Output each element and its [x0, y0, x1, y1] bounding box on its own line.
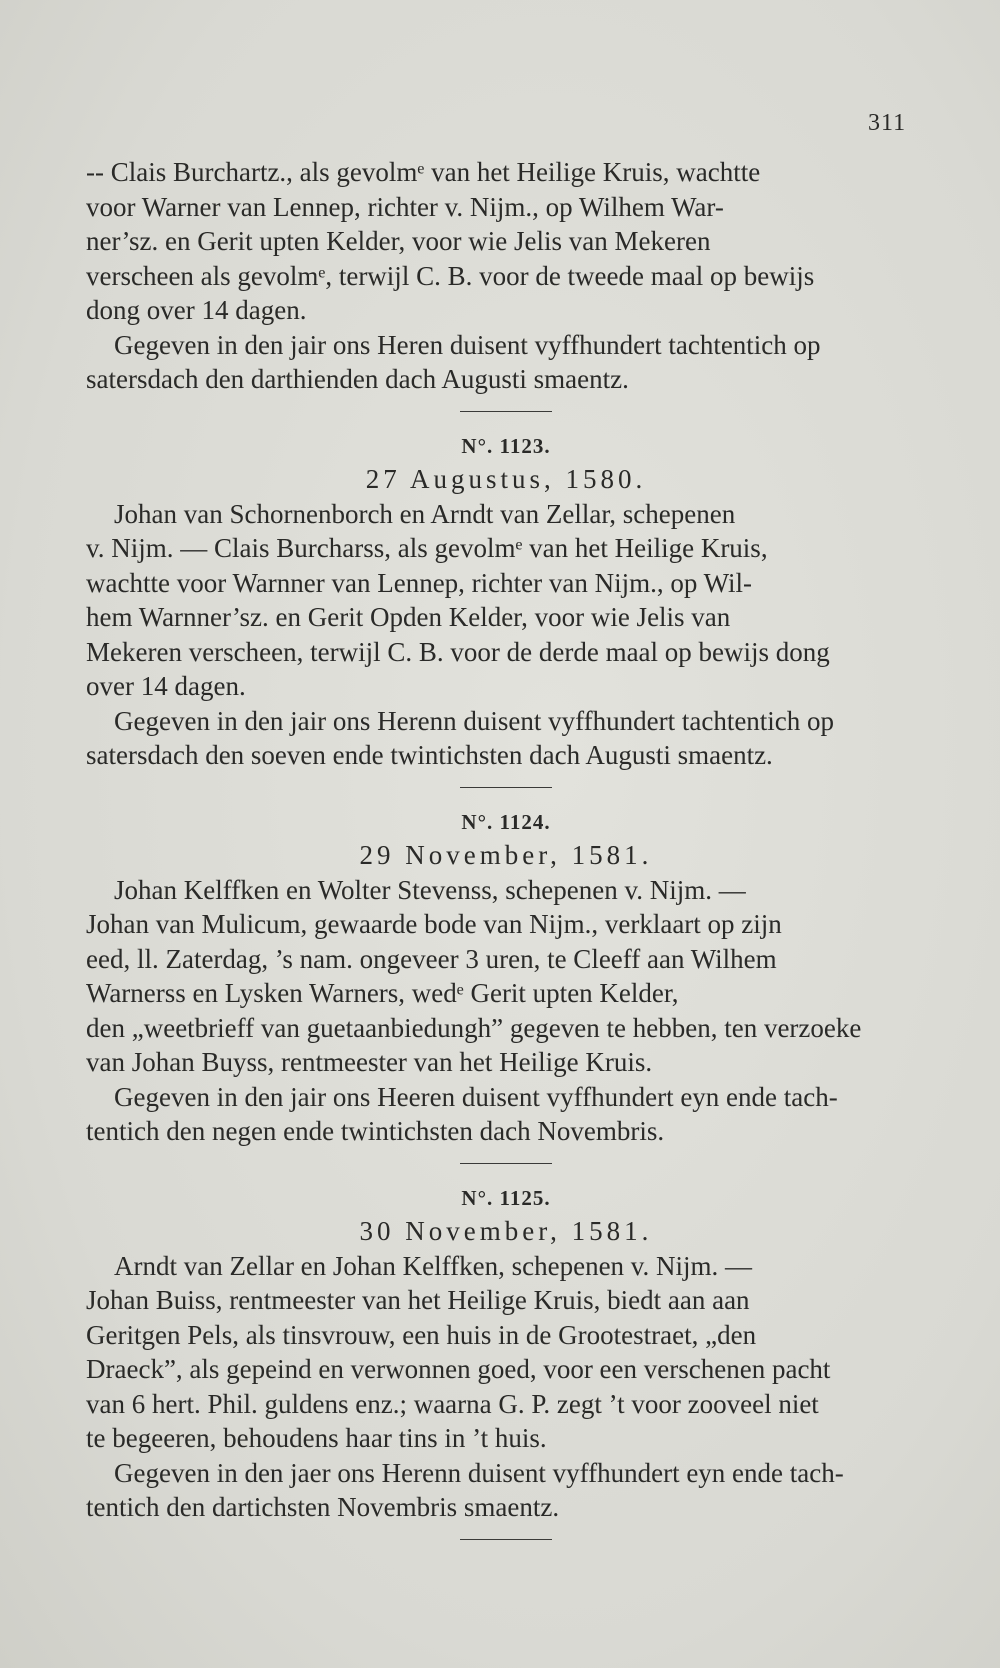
text-line: Johan Buiss, rentmeester van het Heilige Kruis, biedt aan aan: [86, 1285, 750, 1315]
entry-1125: [86, 1183, 926, 1525]
text-line: Johan Kelffken en Wolter Stevenss, schepenen v. Nijm. —: [114, 874, 746, 905]
entry-date: 27 Augustus, 1580.: [365, 463, 647, 494]
entry-date: 30 November, 1581.: [359, 1215, 653, 1246]
text-line: Johan van Schornenborch en Arndt van Zellar, schepenen: [114, 498, 736, 529]
text-line: Draeck”, als gepeind en verwonnen goed, voor een verschenen pacht: [86, 1354, 831, 1384]
text-line: Johan van Mulicum, gewaarde bode van Nijm., verklaart op zijn: [86, 909, 782, 939]
text-line: te begeeren, behoudens haar tins in ’t huis.: [86, 1423, 547, 1453]
text-line: van Johan Buyss, rentmeester van het Heilige Kruis.: [86, 1047, 653, 1077]
previous-entry-continuation: [86, 155, 926, 397]
text-line: Gegeven in den jaer ons Herenn duisent vyffhundert eyn ende tach-: [114, 1457, 844, 1488]
text-line: Arndt van Zellar en Johan Kelffken, schepenen v. Nijm. —: [114, 1250, 753, 1281]
text-line: wachtte voor Warnner van Lennep, richter van Nijm., op Wil-: [86, 567, 753, 598]
text-line: -- Clais Burchartz., als gevolmᵉ van het Heilige Kruis, wachtte: [86, 157, 761, 187]
text-line: Geritgen Pels, als tinsvrouw, een huis in de Grootestraet, „den: [86, 1319, 757, 1350]
text-line: eed, ll. Zaterdag, ’s nam. ongeveer 3 uren, te Cleeff aan Wilhem: [86, 943, 777, 974]
text-line: Mekeren verscheen, terwijl C. B. voor de derde maal op bewijs dong: [86, 636, 830, 667]
text-line: Gegeven in den jair ons Heren duisent vyffhundert tachtentich op: [114, 329, 821, 360]
text-line: van 6 hert. Phil. guldens enz.; waarna G. P. zegt ’t voor zooveel niet: [86, 1388, 819, 1419]
entry-number: N°. 1123.: [461, 433, 551, 458]
text-line: Gegeven in den jair ons Herenn duisent vyffhundert tachtentich op: [114, 705, 835, 736]
text-line: tentich den dartichsten Novembris smaentz.: [86, 1492, 560, 1522]
entry-1124: [86, 807, 926, 1149]
section-divider: [86, 1525, 926, 1559]
text-line: ner’sz. en Gerit upten Kelder, voor wie Jelis van Mekeren: [86, 226, 711, 256]
text-line: satersdach den soeven ende twintichsten dach Augusti smaentz.: [86, 740, 773, 770]
text-line: over 14 dagen.: [86, 671, 246, 701]
text-line: hem Warnner’sz. en Gerit Opden Kelder, voor wie Jelis van: [86, 602, 731, 632]
entry-number: N°. 1124.: [461, 809, 551, 834]
text-line: Warnerss en Lysken Warners, wedᵉ Gerit upten Kelder,: [86, 978, 679, 1008]
entry-1123: [86, 431, 926, 773]
text-line: satersdach den darthienden dach Augusti smaentz.: [86, 364, 629, 394]
entry-number: N°. 1125.: [461, 1185, 551, 1210]
text-line: verscheen als gevolmᵉ, terwijl C. B. voor de tweede maal op bewijs: [86, 260, 815, 291]
entry-date: 29 November, 1581.: [359, 839, 653, 870]
text-line: tentich den negen ende twintichsten dach Novembris.: [86, 1116, 665, 1146]
page-number: 311: [868, 110, 907, 136]
text-line: dong over 14 dagen.: [86, 295, 307, 325]
text-line: voor Warner van Lennep, richter v. Nijm., op Wilhem War-: [86, 191, 724, 222]
section-divider: [86, 1149, 926, 1183]
text-line: den „weetbrieff van guetaanbiedungh” gegeven te hebben, ten verzoeke: [86, 1012, 862, 1043]
section-divider: [86, 773, 926, 807]
document-body: [86, 155, 926, 1559]
section-divider: [86, 397, 926, 431]
text-line: v. Nijm. — Clais Burcharss, als gevolmᵉ van het Heilige Kruis,: [86, 533, 768, 563]
text-line: Gegeven in den jair ons Heeren duisent vyffhundert eyn ende tach-: [114, 1081, 838, 1112]
